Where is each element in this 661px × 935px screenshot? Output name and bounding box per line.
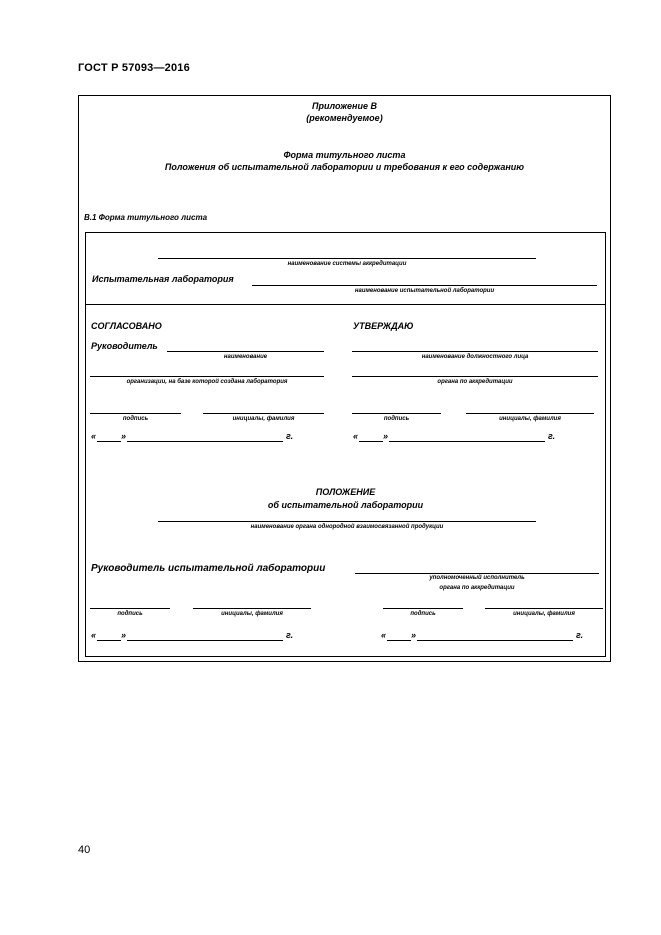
lab-label: Испытательная лаборатория — [92, 274, 234, 284]
form-title-line1: Форма титульного листа — [283, 150, 406, 160]
date2-left-open: « — [91, 630, 97, 640]
caption-org: организации, на базе которой создана лаборатория — [126, 379, 288, 385]
caption-sig-right: подпись — [383, 416, 410, 422]
lab-head-line — [355, 573, 599, 574]
caption-official: наименование должностного лица — [421, 354, 529, 360]
caption-exec-1: уполномоченный исполнитель — [429, 575, 525, 581]
caption-initials-left: инициалы, фамилия — [232, 416, 295, 422]
date2-right-open: « — [381, 630, 387, 640]
head-name-line — [167, 351, 324, 352]
date2-left-year: г. — [286, 630, 294, 640]
date2-right-day-line — [387, 640, 411, 641]
caption-body: органа по аккредитации — [437, 379, 513, 385]
caption-name: наименование — [223, 354, 268, 360]
date2-right-close: » — [411, 630, 417, 640]
sig2-line-left — [90, 608, 170, 609]
official-line — [352, 351, 598, 352]
date2-left-month-line — [127, 640, 283, 641]
body-line — [352, 376, 598, 377]
date-left-day-line — [97, 441, 121, 442]
body2-line — [158, 521, 536, 522]
initials-line-right — [466, 413, 594, 414]
caption-initials2-left: инициалы, фамилия — [221, 611, 283, 617]
date-left-month-line — [127, 441, 283, 442]
agreed-heading: СОГЛАСОВАНО — [91, 321, 162, 331]
caption-sig2-left: подпись — [117, 611, 143, 617]
document-header: ГОСТ Р 57093—2016 — [78, 62, 190, 74]
date-right-close: » — [383, 431, 389, 441]
date2-right-year: г. — [576, 630, 584, 640]
caption-initials2-right: инициалы, фамилия — [513, 611, 575, 617]
system-line — [158, 258, 536, 259]
initials2-line-right — [485, 608, 603, 609]
date-left-close: » — [121, 431, 127, 441]
caption-sig-left: подпись — [122, 416, 149, 422]
caption-sig2-right: подпись — [410, 611, 436, 617]
date2-left-day-line — [97, 640, 121, 641]
date-left-open: « — [91, 431, 97, 441]
caption-system: наименование системы аккредитации — [287, 261, 407, 267]
caption-initials-right: инициалы, фамилия — [499, 416, 561, 422]
doc-title: ПОЛОЖЕНИЕ — [315, 487, 376, 497]
sig2-line-right — [383, 608, 463, 609]
initials2-line-left — [193, 608, 311, 609]
lab-line — [252, 285, 597, 286]
appendix-title: Приложение В — [312, 101, 377, 111]
date2-left-close: » — [121, 630, 127, 640]
section-heading: В.1 Форма титульного листа — [84, 213, 208, 222]
caption-body2: наименование органа однородной взаимосвязанной продукции — [250, 524, 444, 530]
lab-head-label: Руководитель испытательной лаборатории — [91, 563, 326, 574]
initials-line-left — [203, 413, 324, 414]
doc-subtitle: об испытательной лаборатории — [267, 500, 424, 510]
form-box — [85, 232, 606, 657]
date-left-year: г. — [286, 431, 294, 441]
caption-exec-2: органа по аккредитации — [439, 585, 515, 591]
date2-right-month-line — [417, 640, 573, 641]
form-divider — [86, 304, 605, 305]
form-title-line2: Положения об испытательной лаборатории и требования к его содержанию — [164, 162, 525, 172]
page-number: 40 — [78, 844, 91, 856]
approved-heading: УТВЕРЖДАЮ — [353, 321, 414, 331]
head-label: Руководитель — [91, 341, 158, 351]
sig-line-left — [90, 413, 181, 414]
caption-lab: наименование испытательной лаборатории — [354, 288, 495, 294]
org-line — [90, 376, 324, 377]
sig-line-right — [352, 413, 441, 414]
appendix-status: (рекомендуемое) — [306, 113, 383, 123]
date-right-year: г. — [548, 431, 556, 441]
date-right-month-line — [389, 441, 545, 442]
date-right-day-line — [359, 441, 383, 442]
date-right-open: « — [353, 431, 359, 441]
